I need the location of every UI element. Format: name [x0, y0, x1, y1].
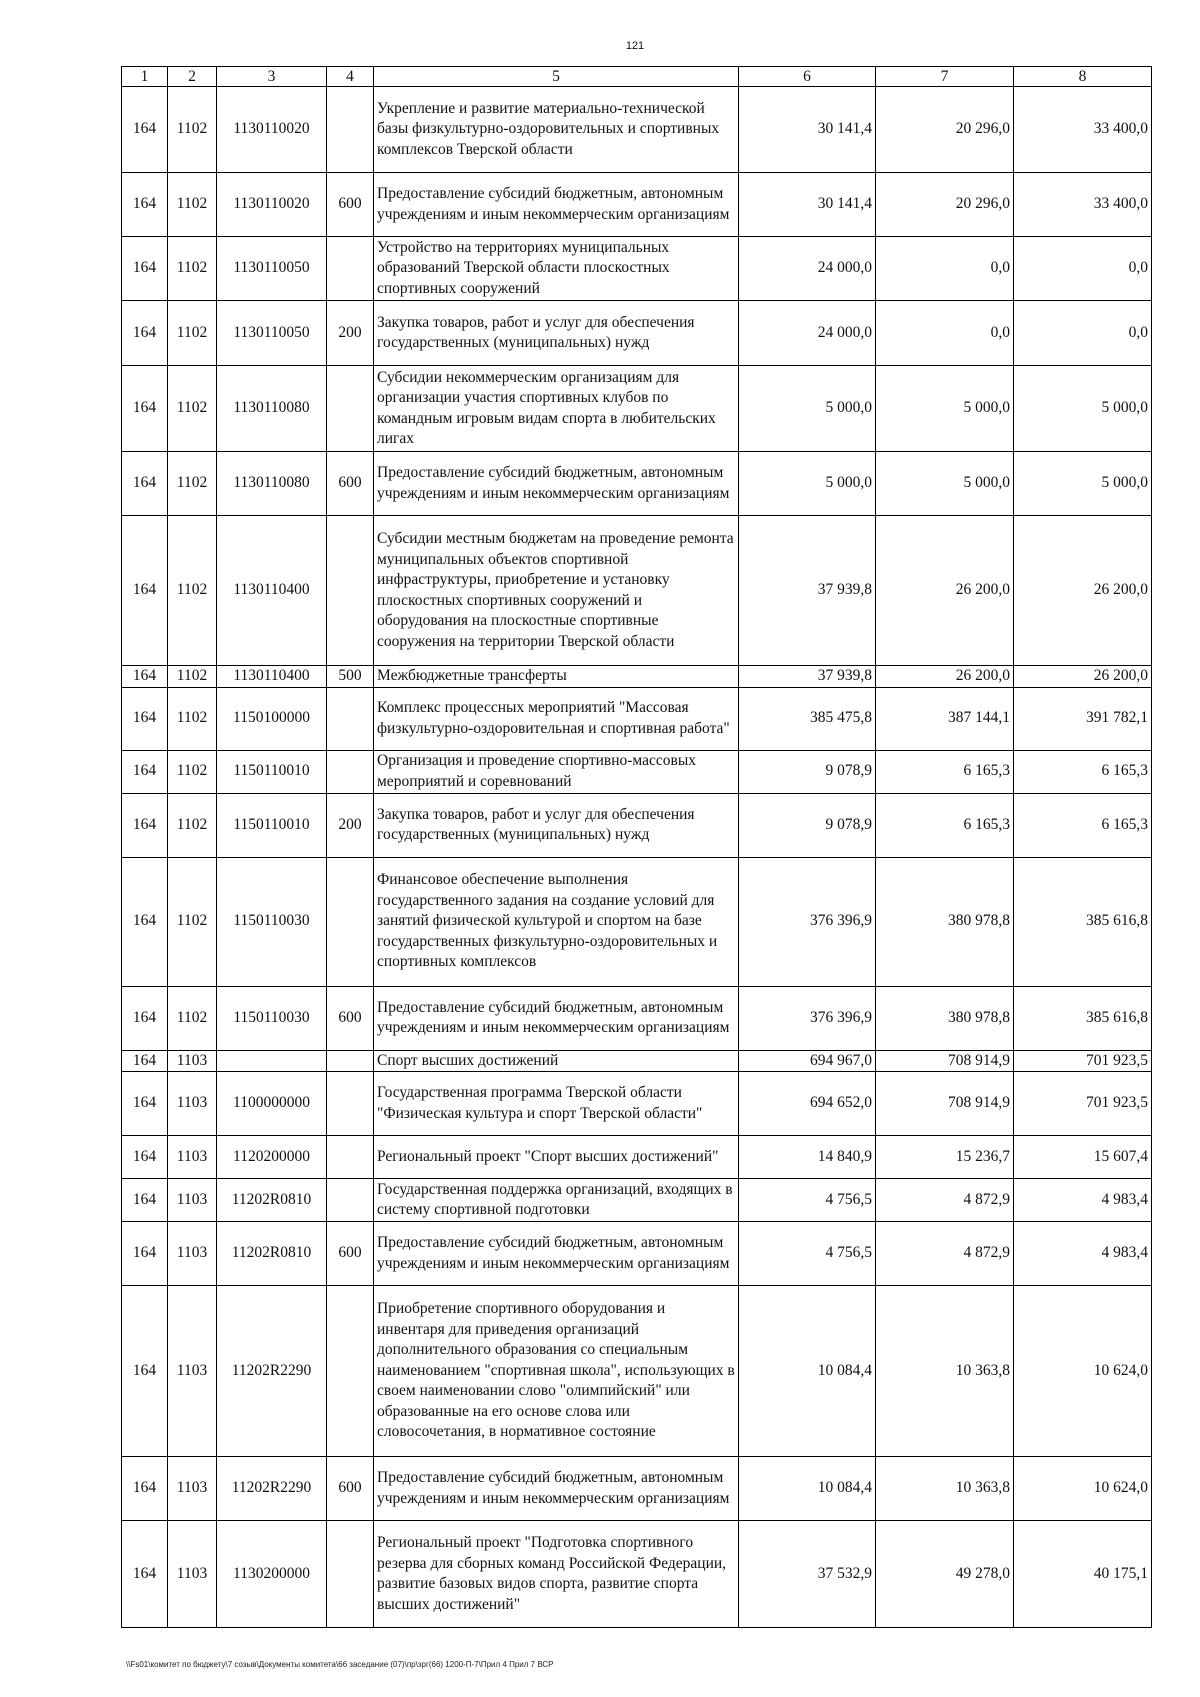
table-row: [122, 750, 1152, 793]
table-row: [122, 366, 1152, 452]
table-row: [122, 1179, 1152, 1222]
cell-description: Предоставление субсидий бюджетным, автономным учреждениям и иным некоммерческим организациям: [374, 452, 739, 516]
cell-amount-2025: 380 978,8: [876, 986, 1014, 1050]
table-row: [122, 857, 1152, 986]
cell-target-article: 1150110010: [217, 793, 327, 857]
cell-target-article: 1120200000: [217, 1136, 327, 1179]
cell-expense-type: [327, 687, 374, 750]
table-row: [122, 687, 1152, 750]
cell-section-code: 1103: [168, 1286, 217, 1457]
cell-expense-type: 200: [327, 301, 374, 366]
cell-target-article: 1100000000: [217, 1072, 327, 1136]
cell-amount-2026: 5 000,0: [1014, 366, 1152, 452]
cell-section-code: 1102: [168, 452, 217, 516]
cell-target-article: 1130110050: [217, 237, 327, 301]
cell-description: Приобретение спортивного оборудования и инвентаря для приведения организаций дополнительного образования со специальным наименованием "спортивная школа", использующих в своем наименовании слово "олимпийский" или образованные на его основе слова или словосочетания, в нормативное состояние: [374, 1286, 739, 1457]
cell-expense-type: [327, 237, 374, 301]
cell-amount-2025: 10 363,8: [876, 1457, 1014, 1521]
cell-amount-2026: 33 400,0: [1014, 173, 1152, 237]
cell-expense-type: 600: [327, 986, 374, 1050]
cell-section-code: 1102: [168, 87, 217, 173]
cell-description: Государственная программа Тверской области "Физическая культура и спорт Тверской области": [374, 1072, 739, 1136]
cell-description: Укрепление и развитие материально-технической базы физкультурно-оздоровительных и спортивных комплексов Тверской области: [374, 87, 739, 173]
cell-amount-2025: 4 872,9: [876, 1179, 1014, 1222]
cell-amount-2026: 6 165,3: [1014, 793, 1152, 857]
cell-amount-2026: 4 983,4: [1014, 1179, 1152, 1222]
cell-target-article: 11202R0810: [217, 1179, 327, 1222]
cell-ministry-code: 164: [122, 1136, 168, 1179]
cell-section-code: 1103: [168, 1136, 217, 1179]
cell-amount-2026: 385 616,8: [1014, 857, 1152, 986]
cell-target-article: 1150110030: [217, 857, 327, 986]
cell-description: Финансовое обеспечение выполнения государственного задания на создание условий для занятий физической культурой и спортом на базе государственных физкультурно-оздоровительных и спортивных комплексов: [374, 857, 739, 986]
cell-ministry-code: 164: [122, 793, 168, 857]
cell-section-code: 1102: [168, 793, 217, 857]
cell-amount-2026: 701 923,5: [1014, 1072, 1152, 1136]
cell-description: Закупка товаров, работ и услуг для обеспечения государственных (муниципальных) нужд: [374, 793, 739, 857]
cell-description: Организация и проведение спортивно-массовых мероприятий и соревнований: [374, 750, 739, 793]
cell-amount-2025: 6 165,3: [876, 750, 1014, 793]
cell-amount-2025: 20 296,0: [876, 87, 1014, 173]
cell-amount-2024: 37 532,9: [739, 1521, 876, 1628]
header-col-2: 2: [168, 67, 217, 87]
cell-amount-2025: 10 363,8: [876, 1286, 1014, 1457]
cell-amount-2025: 6 165,3: [876, 793, 1014, 857]
cell-description: Предоставление субсидий бюджетным, автономным учреждениям и иным некоммерческим организациям: [374, 1457, 739, 1521]
cell-ministry-code: 164: [122, 1179, 168, 1222]
cell-expense-type: [327, 750, 374, 793]
table-row: [122, 1050, 1152, 1072]
cell-section-code: 1102: [168, 516, 217, 666]
cell-expense-type: [327, 1179, 374, 1222]
cell-amount-2025: 49 278,0: [876, 1521, 1014, 1628]
cell-amount-2026: 10 624,0: [1014, 1457, 1152, 1521]
cell-expense-type: [327, 516, 374, 666]
cell-expense-type: 200: [327, 793, 374, 857]
cell-expense-type: 600: [327, 1457, 374, 1521]
cell-target-article: 1150110010: [217, 750, 327, 793]
cell-amount-2024: 694 652,0: [739, 1072, 876, 1136]
table-row: [122, 1521, 1152, 1628]
table-row: [122, 1072, 1152, 1136]
cell-description: Устройство на территориях муниципальных образований Тверской области плоскостных спортивных сооружений: [374, 237, 739, 301]
cell-amount-2024: 4 756,5: [739, 1179, 876, 1222]
cell-ministry-code: 164: [122, 1072, 168, 1136]
cell-ministry-code: 164: [122, 1050, 168, 1072]
cell-expense-type: [327, 1521, 374, 1628]
cell-target-article: 1130110050: [217, 301, 327, 366]
cell-description: Региональный проект "Подготовка спортивного резерва для сборных команд Российской Федерации, развитие базовых видов спорта, развитие спорта высших достижений": [374, 1521, 739, 1628]
table-row: [122, 986, 1152, 1050]
cell-section-code: 1103: [168, 1521, 217, 1628]
cell-description: Предоставление субсидий бюджетным, автономным учреждениям и иным некоммерческим организациям: [374, 173, 739, 237]
cell-ministry-code: 164: [122, 173, 168, 237]
table-row: [122, 173, 1152, 237]
cell-description: Спорт высших достижений: [374, 1050, 739, 1072]
cell-amount-2026: 385 616,8: [1014, 986, 1152, 1050]
cell-description: Межбюджетные трансферты: [374, 666, 739, 688]
table-row: [122, 1222, 1152, 1286]
header-col-8: 8: [1014, 67, 1152, 87]
cell-amount-2024: 30 141,4: [739, 87, 876, 173]
cell-amount-2025: 380 978,8: [876, 857, 1014, 986]
cell-target-article: 1150110030: [217, 986, 327, 1050]
cell-section-code: 1102: [168, 750, 217, 793]
cell-expense-type: [327, 1286, 374, 1457]
cell-section-code: 1103: [168, 1457, 217, 1521]
cell-target-article: 1130110020: [217, 173, 327, 237]
cell-amount-2025: 20 296,0: [876, 173, 1014, 237]
cell-target-article: 1130110080: [217, 366, 327, 452]
cell-expense-type: 500: [327, 666, 374, 688]
page-number: 121: [625, 40, 645, 52]
cell-section-code: 1102: [168, 666, 217, 688]
cell-amount-2024: 37 939,8: [739, 516, 876, 666]
cell-ministry-code: 164: [122, 1457, 168, 1521]
cell-amount-2026: 26 200,0: [1014, 666, 1152, 688]
table-row: [122, 516, 1152, 666]
table-row: [122, 793, 1152, 857]
table-row: [122, 666, 1152, 688]
cell-target-article: 1130200000: [217, 1521, 327, 1628]
cell-ministry-code: 164: [122, 666, 168, 688]
table-row: [122, 1136, 1152, 1179]
cell-amount-2024: 5 000,0: [739, 366, 876, 452]
cell-expense-type: [327, 1136, 374, 1179]
cell-target-article: [217, 1050, 327, 1072]
cell-expense-type: [327, 857, 374, 986]
header-col-7: 7: [876, 67, 1014, 87]
cell-amount-2026: 391 782,1: [1014, 687, 1152, 750]
cell-ministry-code: 164: [122, 516, 168, 666]
table-row: [122, 452, 1152, 516]
cell-amount-2024: 24 000,0: [739, 237, 876, 301]
cell-description: Закупка товаров, работ и услуг для обеспечения государственных (муниципальных) нужд: [374, 301, 739, 366]
cell-section-code: 1102: [168, 301, 217, 366]
cell-ministry-code: 164: [122, 237, 168, 301]
cell-amount-2026: 701 923,5: [1014, 1050, 1152, 1072]
cell-target-article: 11202R0810: [217, 1222, 327, 1286]
cell-section-code: 1103: [168, 1179, 217, 1222]
cell-amount-2025: 387 144,1: [876, 687, 1014, 750]
cell-amount-2026: 0,0: [1014, 301, 1152, 366]
cell-amount-2024: 24 000,0: [739, 301, 876, 366]
cell-ministry-code: 164: [122, 750, 168, 793]
header-col-4: 4: [327, 67, 374, 87]
cell-amount-2024: 30 141,4: [739, 173, 876, 237]
table-body: [122, 87, 1152, 1628]
cell-ministry-code: 164: [122, 1286, 168, 1457]
cell-amount-2024: 5 000,0: [739, 452, 876, 516]
cell-amount-2026: 33 400,0: [1014, 87, 1152, 173]
cell-amount-2026: 4 983,4: [1014, 1222, 1152, 1286]
header-col-5: 5: [374, 67, 739, 87]
cell-ministry-code: 164: [122, 87, 168, 173]
cell-section-code: 1102: [168, 687, 217, 750]
cell-description: Предоставление субсидий бюджетным, автономным учреждениям и иным некоммерческим организациям: [374, 1222, 739, 1286]
cell-expense-type: 600: [327, 452, 374, 516]
cell-ministry-code: 164: [122, 1521, 168, 1628]
cell-amount-2026: 6 165,3: [1014, 750, 1152, 793]
table-row: [122, 87, 1152, 173]
cell-amount-2024: 9 078,9: [739, 793, 876, 857]
cell-description: Предоставление субсидий бюджетным, автономным учреждениям и иным некоммерческим организациям: [374, 986, 739, 1050]
table-row: [122, 237, 1152, 301]
budget-table: [121, 66, 1152, 1628]
cell-section-code: 1102: [168, 857, 217, 986]
cell-amount-2025: 5 000,0: [876, 452, 1014, 516]
cell-amount-2025: 26 200,0: [876, 516, 1014, 666]
cell-amount-2025: 708 914,9: [876, 1072, 1014, 1136]
table-row: [122, 1457, 1152, 1521]
cell-expense-type: [327, 1072, 374, 1136]
cell-target-article: 1130110400: [217, 516, 327, 666]
cell-description: Региональный проект "Спорт высших достижений": [374, 1136, 739, 1179]
cell-section-code: 1103: [168, 1050, 217, 1072]
cell-amount-2024: 385 475,8: [739, 687, 876, 750]
cell-target-article: 11202R2290: [217, 1457, 327, 1521]
cell-amount-2025: 708 914,9: [876, 1050, 1014, 1072]
cell-amount-2026: 15 607,4: [1014, 1136, 1152, 1179]
cell-expense-type: [327, 87, 374, 173]
cell-amount-2024: 10 084,4: [739, 1457, 876, 1521]
cell-description: Комплекс процессных мероприятий "Массовая физкультурно-оздоровительная и спортивная работа": [374, 687, 739, 750]
table-row: [122, 1286, 1152, 1457]
cell-amount-2024: 10 084,4: [739, 1286, 876, 1457]
cell-expense-type: [327, 366, 374, 452]
cell-amount-2025: 5 000,0: [876, 366, 1014, 452]
cell-target-article: 1130110400: [217, 666, 327, 688]
cell-amount-2024: 14 840,9: [739, 1136, 876, 1179]
cell-section-code: 1102: [168, 237, 217, 301]
cell-section-code: 1103: [168, 1222, 217, 1286]
cell-expense-type: 600: [327, 173, 374, 237]
cell-ministry-code: 164: [122, 366, 168, 452]
header-col-3: 3: [217, 67, 327, 87]
cell-amount-2024: 376 396,9: [739, 986, 876, 1050]
cell-target-article: 1130110020: [217, 87, 327, 173]
cell-ministry-code: 164: [122, 687, 168, 750]
cell-amount-2024: 694 967,0: [739, 1050, 876, 1072]
cell-ministry-code: 164: [122, 986, 168, 1050]
cell-target-article: 1150100000: [217, 687, 327, 750]
cell-amount-2025: 15 236,7: [876, 1136, 1014, 1179]
cell-expense-type: 600: [327, 1222, 374, 1286]
cell-amount-2024: 37 939,8: [739, 666, 876, 688]
cell-ministry-code: 164: [122, 857, 168, 986]
cell-amount-2025: 4 872,9: [876, 1222, 1014, 1286]
cell-target-article: 1130110080: [217, 452, 327, 516]
table-row: [122, 301, 1152, 366]
cell-amount-2025: 26 200,0: [876, 666, 1014, 688]
cell-ministry-code: 164: [122, 452, 168, 516]
cell-amount-2026: 26 200,0: [1014, 516, 1152, 666]
cell-amount-2026: 40 175,1: [1014, 1521, 1152, 1628]
cell-amount-2024: 9 078,9: [739, 750, 876, 793]
cell-expense-type: [327, 1050, 374, 1072]
cell-amount-2025: 0,0: [876, 237, 1014, 301]
cell-section-code: 1102: [168, 986, 217, 1050]
cell-target-article: 11202R2290: [217, 1286, 327, 1457]
cell-amount-2025: 0,0: [876, 301, 1014, 366]
cell-ministry-code: 164: [122, 1222, 168, 1286]
cell-description: Субсидии некоммерческим организациям для организации участия спортивных клубов по командным игровым видам спорта в любительских лигах: [374, 366, 739, 452]
cell-section-code: 1102: [168, 173, 217, 237]
cell-amount-2026: 10 624,0: [1014, 1286, 1152, 1457]
cell-description: Государственная поддержка организаций, входящих в систему спортивной подготовки: [374, 1179, 739, 1222]
cell-section-code: 1103: [168, 1072, 217, 1136]
cell-amount-2024: 4 756,5: [739, 1222, 876, 1286]
header-col-1: 1: [122, 67, 168, 87]
header-row: [122, 67, 1152, 87]
cell-description: Субсидии местным бюджетам на проведение ремонта муниципальных объектов спортивной инфраструктуры, приобретение и установку плоскостных спортивных сооружений и оборудования на плоскостные спортивные сооружения на территории Тверской области: [374, 516, 739, 666]
cell-amount-2026: 5 000,0: [1014, 452, 1152, 516]
footer-file-path: \\Fs01\комитет по бюджету\7 созыв\Документы комитета\66 заседание (07)\пр\зрг(66) 1200-П-7\Прил 4 Прил 7 ВСР: [126, 1660, 554, 1669]
header-col-6: 6: [739, 67, 876, 87]
cell-ministry-code: 164: [122, 301, 168, 366]
cell-section-code: 1102: [168, 366, 217, 452]
cell-amount-2024: 376 396,9: [739, 857, 876, 986]
cell-amount-2026: 0,0: [1014, 237, 1152, 301]
